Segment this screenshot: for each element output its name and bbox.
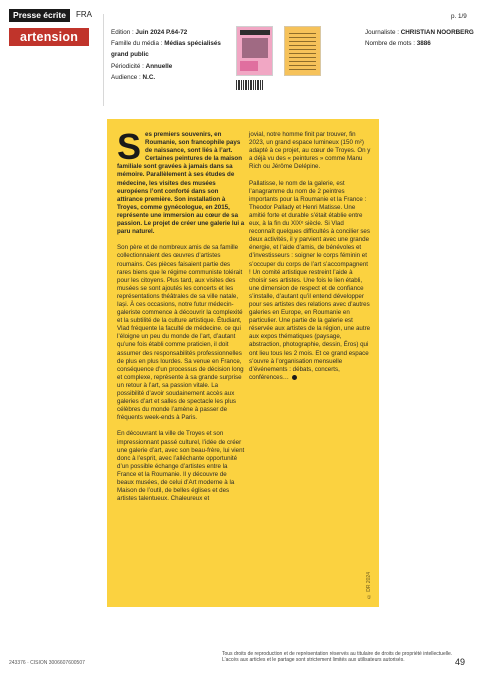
media-metadata [111, 27, 231, 83]
article-panel [107, 119, 379, 607]
article-page-thumbnail[interactable] [284, 26, 321, 76]
header-divider [103, 14, 104, 106]
audience-value: N.C. [142, 73, 156, 81]
press-type-badge: Presse écrite [9, 9, 70, 22]
journalist-metadata [365, 27, 474, 49]
photo-credit: © DR 2024 [366, 571, 372, 599]
language-code: FRA [76, 10, 92, 19]
article-column-left [117, 126, 245, 511]
article-column-right [249, 131, 371, 390]
edition-line: Edition : Juin 2024 P.64-72 [111, 29, 188, 36]
end-of-article-icon [292, 375, 297, 380]
media-family-value: Médias spécialisés grand public [111, 40, 221, 59]
article-paragraph: Son père et de nombreux amis de sa famille collectionnaient des œuvres d’artistes roumains. Ces pièces faisaient partie des rares biens que le régime communiste tolérait pour les citoyens. Plus tard, aux visites des musées se sont ajoutés les concerts et les représentations théâtrales de sa ville natale, Iași. À ces occasions, notre futur médecin-galeriste commence à découvrir la complexité et la subtilité de la culture artistique. Étudiant, Vlad fréquente la faculté de médecine. ce qui l’éloigne un peu du monde de l’art, d’autant qu’une fois établi comme praticien, il doit assumer des responsabilités professionnelles de plus en plus lourdes. Sa venue en France, conséquence d’un processus de décision long et complexe, représente à sa grande surprise un retour à l’art, sa passion vitale. La possibilité d’avoir soudainement accès aux galeries d’art et salles de spectacle les plus célèbres du monde l’amène à passer de fréquents week-ends à Paris. [117, 244, 244, 422]
article-paragraph: En découvrant la ville de Troyes et son impressionnant passé culturel, l’idée de créer une galerie d’art, avec son beau-frère, lui vient donc à l’esprit, avec l’alléchante opportunité d’un possible échange d’artistes entre la France et la Roumanie. Il y découvre de beaux musées, de celui d’Art moderne à la Maison de l’outil, de belles églises et des artistes talentueux. Chaleureux et [117, 430, 245, 503]
page-indicator: p. 1/9 [451, 13, 467, 20]
drop-cap: S [117, 126, 142, 167]
article-paragraph-last: Pallatisse, le nom de la galerie, est l’anagramme du nom de 2 peintres importants pour la Roumanie et la France : Theodor Pallady et Henri Matisse. Une amitié forte et durable s’était établie entre eux, à la fin du XIXᵉ siècle. Si Vlad reconnaît quelques difficultés à concilier ses deux activités, il y parvient avec une grande énergie, et l’aide d’amis, de bénévoles et d’investisseurs : soigner le corps féminin et s’occuper du corps de l’art s’accompagnent ! Un comité artistique restreint l’aide à choisir ses artistes. Une fois le lien établi, une dimension de respect et de confiance s’installe, d’autant qu’il entend développer pour ses artistes des relations avec d’autres galeries en Europe, en Roumanie en particulier. Une partie de la galerie est réservée aux artistes de la région, une autre aux expos thématiques (paysage, abstraction, photographie, dessin, Éros) qui ont lieu tous les 2 mois. Et ce grand espace s’ouvre à l’organisation mensuelle d’événements : débats, concerts, conférences… [249, 179, 371, 381]
footer-identifier: 243376 · CISION 3006607600507 [9, 660, 85, 666]
media-family-line: Famille du média : Médias spécialisés grand public [111, 40, 221, 59]
intro-text: es premiers souvenirs, en Roumanie, son francophile pays de naissance, sont liés à l’art. Certaines peintures de la maison familiale sont gravées à jamais dans sa mémoire. Parallèlement à ses études de médecine, les visites des musées européens l’ont conforté dans son attirance première. Son installation à Troyes, comme gynécologue, en 2015, représente une immersion au cœur de sa passion. Le projet de créer une galerie lui a paru naturel. [117, 131, 245, 236]
magazine-cover-thumbnail[interactable] [236, 26, 273, 76]
article-paragraph: jovial, notre homme finit par trouver, fin 2023, un grand espace lumineux (150 m²) adapté à ce projet, au cœur de Troyes. On y a déjà vu des « peintures » comme Manu Rich ou Jérôme Delépine. [249, 131, 371, 171]
periodicity-value: Annuelle [145, 62, 173, 70]
audience-line: Audience : N.C. [111, 73, 156, 81]
document-header [0, 0, 480, 112]
periodicity-line: Périodicité : Annuelle [111, 62, 173, 70]
barcode-icon [236, 80, 264, 90]
footer-rights-notice: Tous droits de reproduction et de représentation réservés au titulaire de droits de propriété intellectuelle. L’accès aux articles et le partage sont strictement limités aux utilisateurs autorisés. [222, 651, 453, 664]
article-intro [117, 126, 245, 236]
journalist-value: CHRISTIAN NOORBERG [400, 29, 474, 36]
journalist-line: Journaliste : CHRISTIAN NOORBERG [365, 29, 474, 36]
edition-value: Juin 2024 P.64-72 [135, 29, 188, 36]
word-count-line: Nombre de mots : 3886 [365, 40, 431, 48]
footer-page-number: 49 [455, 657, 466, 667]
word-count-value: 3886 [416, 40, 431, 48]
publication-logo: artension [9, 28, 89, 46]
